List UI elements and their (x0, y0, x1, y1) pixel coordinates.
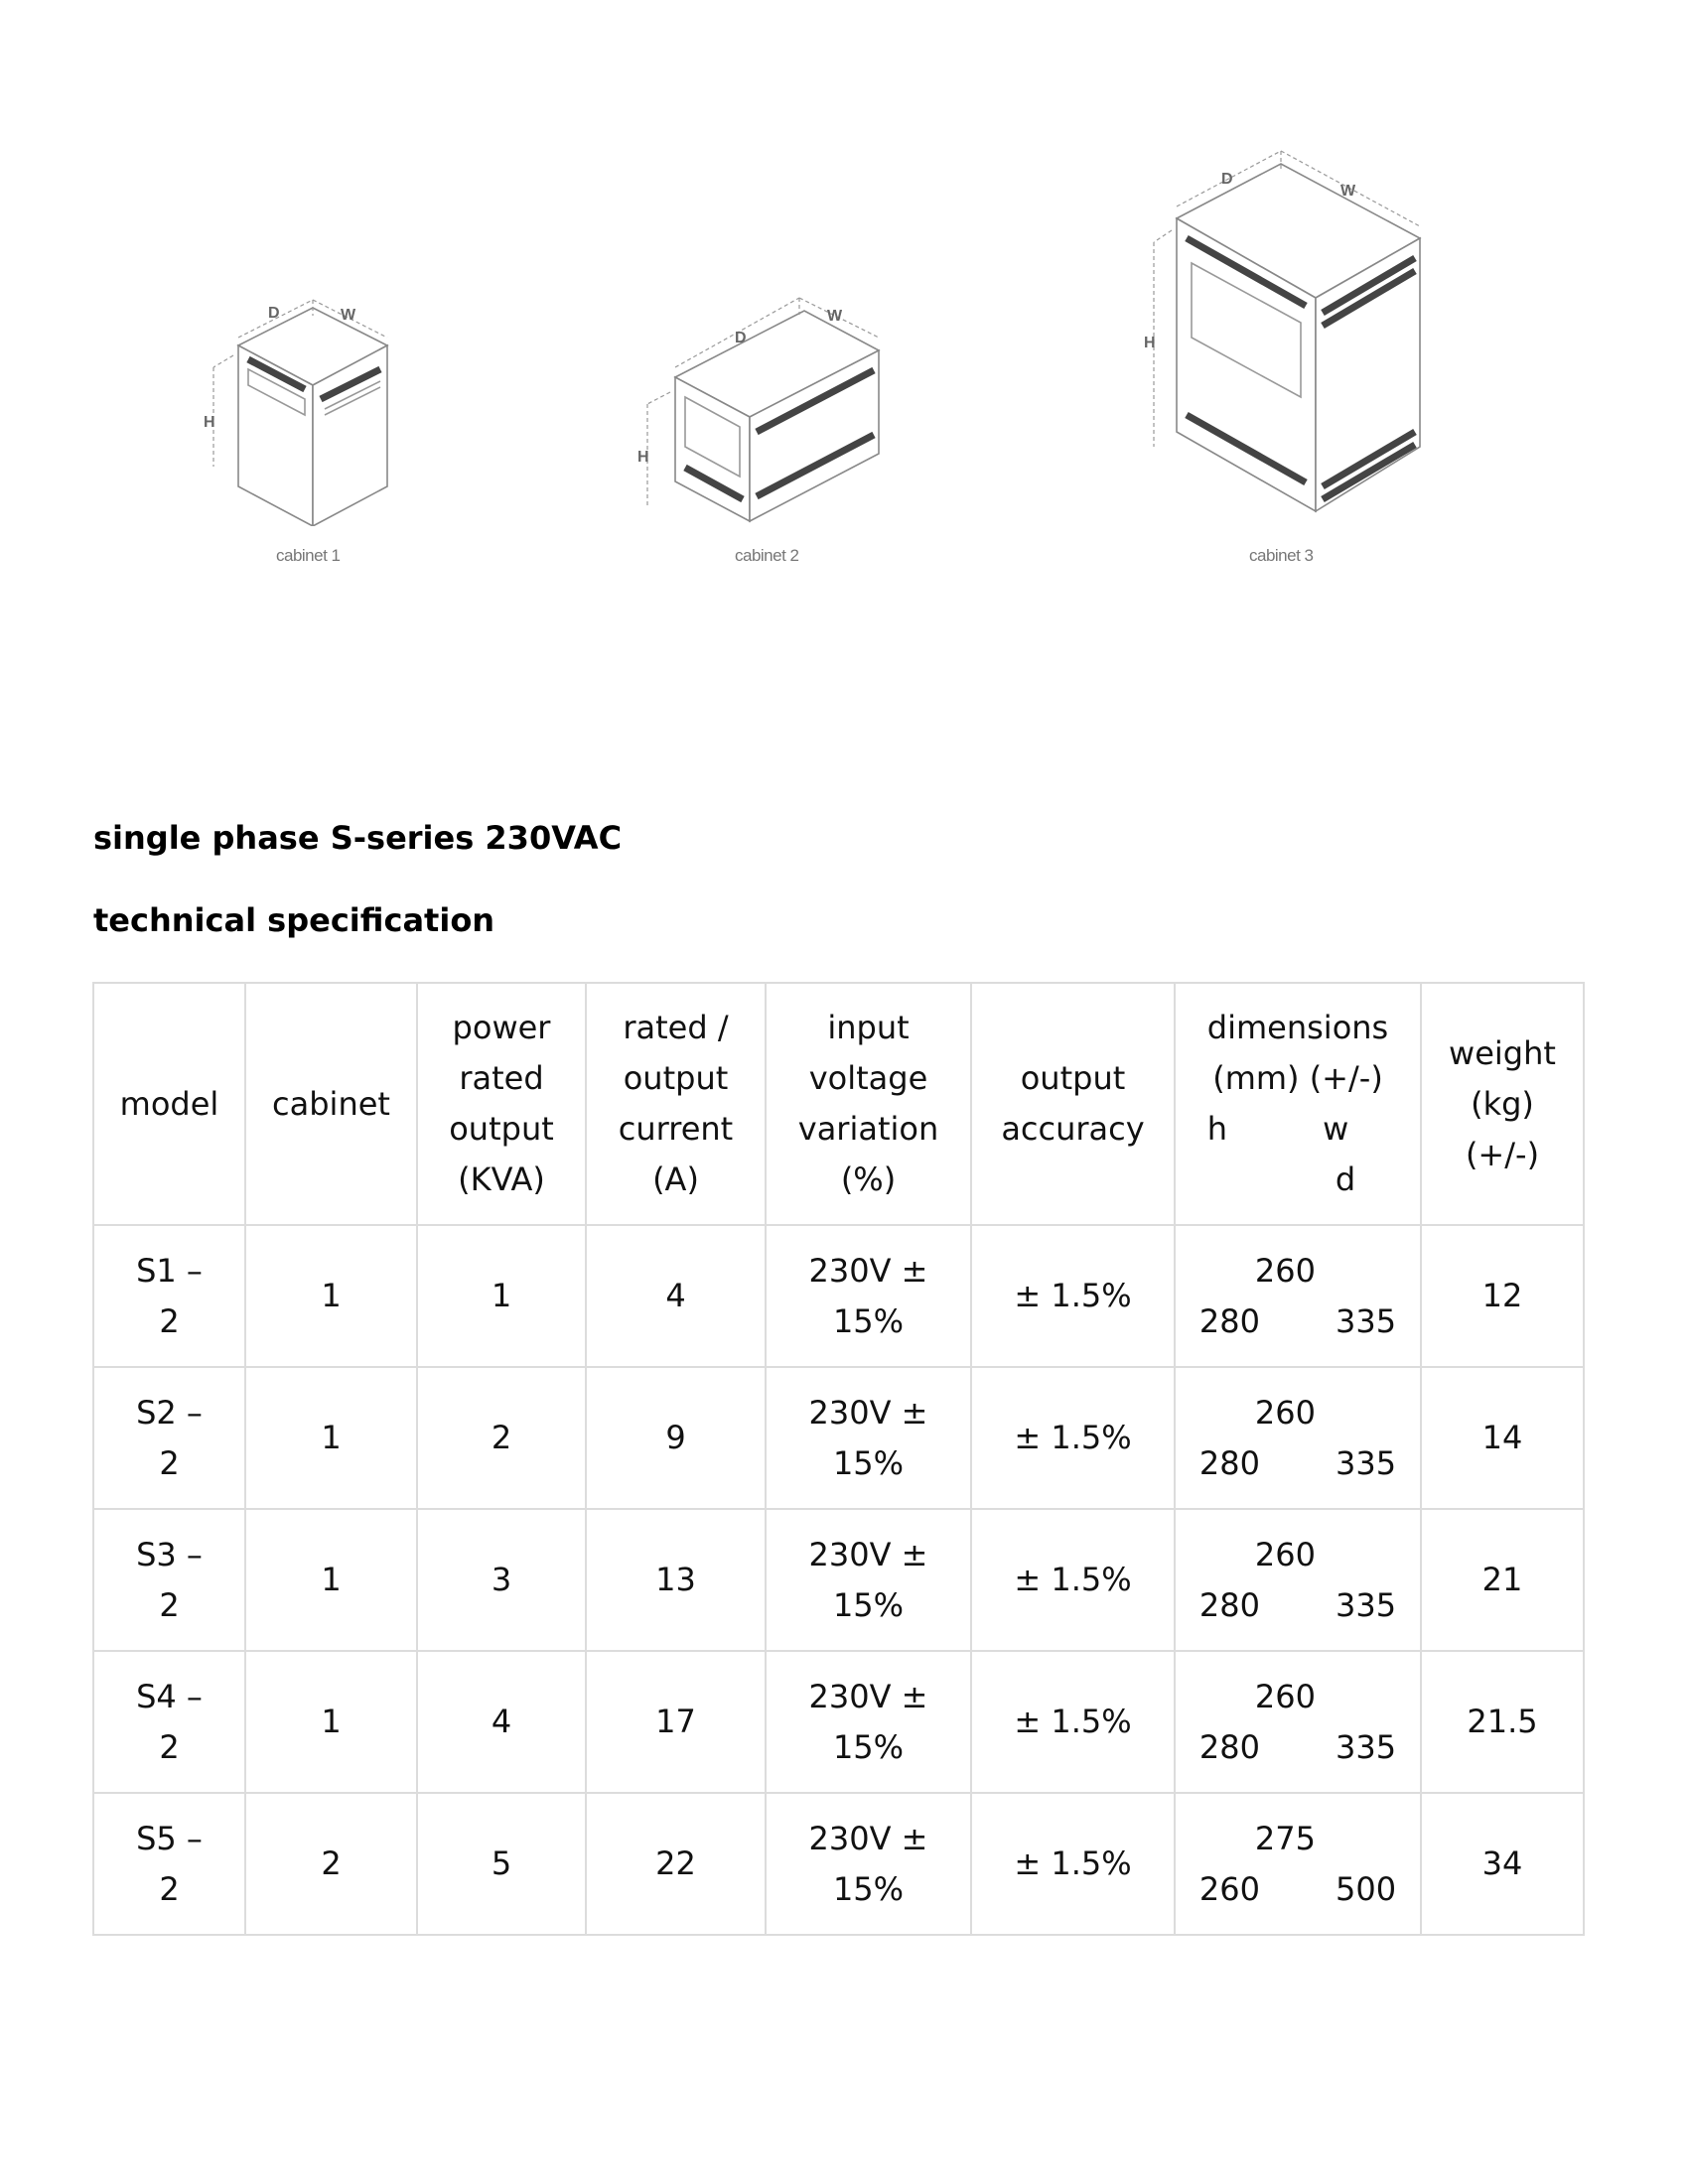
cell-input-voltage: 230V ± 15% (766, 1793, 971, 1935)
header-current-line: current (618, 1110, 734, 1148)
cell-weight: 34 (1421, 1793, 1584, 1935)
header-dimensions-line: (mm) (+/-) (1212, 1059, 1383, 1097)
cell-dimensions (1175, 1509, 1421, 1651)
cell-accuracy: ± 1.5% (971, 1793, 1175, 1935)
cell-weight: 12 (1421, 1225, 1584, 1367)
cell-cabinet: 1 (245, 1651, 417, 1793)
header-cabinet: cabinet (245, 983, 417, 1225)
header-current-line: output (623, 1059, 729, 1097)
header-input-voltage (766, 983, 971, 1225)
dim-d-value: 500 (1336, 1869, 1397, 1908)
header-accuracy (971, 983, 1175, 1225)
cabinet-3-label: cabinet 3 (1249, 546, 1314, 565)
header-dimensions (1175, 983, 1421, 1225)
page-title: single phase S-series 230VAC (93, 819, 623, 857)
header-current-line: rated / (623, 1009, 729, 1046)
cell-model: S5 – 2 (93, 1793, 245, 1935)
cell-power: 5 (417, 1793, 586, 1935)
cell-power: 3 (417, 1509, 586, 1651)
cell-weight: 14 (1421, 1367, 1584, 1509)
dim-h-value: 275 (1254, 1819, 1316, 1857)
table-row (93, 1651, 1584, 1793)
cell-input-voltage: 230V ± 15% (766, 1509, 971, 1651)
cell-current: 4 (586, 1225, 766, 1367)
cell-input-voltage: 230V ± 15% (766, 1225, 971, 1367)
cell-dimensions (1175, 1367, 1421, 1509)
header-dim-h: h (1206, 1110, 1228, 1148)
table-row (93, 1225, 1584, 1367)
header-dim-w: w (1323, 1110, 1349, 1148)
dim-h-value: 260 (1254, 1677, 1316, 1715)
dim-w-value: 280 (1198, 1585, 1260, 1624)
section-title: technical specification (93, 901, 495, 939)
header-input-line: variation (797, 1110, 939, 1148)
dim-d-label: D (268, 305, 280, 322)
cell-current: 17 (586, 1651, 766, 1793)
cell-accuracy: ± 1.5% (971, 1509, 1175, 1651)
dim-w-label: W (827, 308, 843, 325)
cell-input-voltage: 230V ± 15% (766, 1367, 971, 1509)
header-accuracy-line: accuracy (1001, 1110, 1145, 1148)
dim-w-value: 280 (1198, 1727, 1260, 1766)
header-model: model (93, 983, 245, 1225)
header-dim-d: d (1335, 1160, 1356, 1198)
cell-model: S1 – 2 (93, 1225, 245, 1367)
cell-cabinet: 1 (245, 1225, 417, 1367)
header-accuracy-line: output (1020, 1059, 1126, 1097)
cell-weight: 21.5 (1421, 1651, 1584, 1793)
table-header-row (93, 983, 1584, 1225)
cell-current: 13 (586, 1509, 766, 1651)
header-current (586, 983, 766, 1225)
cell-dimensions (1175, 1651, 1421, 1793)
header-weight-line: (+/-) (1465, 1135, 1540, 1173)
header-power-line: (KVA) (458, 1160, 545, 1198)
cabinet-1-label: cabinet 1 (276, 546, 341, 565)
cell-model: S4 – 2 (93, 1651, 245, 1793)
table-body (93, 1225, 1584, 1935)
cell-cabinet: 2 (245, 1793, 417, 1935)
dim-w-label: W (1340, 183, 1356, 200)
cell-model: S2 – 2 (93, 1367, 245, 1509)
cell-power: 1 (417, 1225, 586, 1367)
cell-accuracy: ± 1.5% (971, 1651, 1175, 1793)
dim-h-label: H (1144, 335, 1156, 351)
cell-current: 22 (586, 1793, 766, 1935)
cell-current: 9 (586, 1367, 766, 1509)
header-weight (1421, 983, 1584, 1225)
cell-accuracy: ± 1.5% (971, 1367, 1175, 1509)
dim-d-value: 335 (1336, 1443, 1397, 1482)
cabinet-3-figure (1142, 119, 1430, 565)
dim-h-label: H (637, 449, 649, 466)
cabinet-2-drawing (635, 273, 923, 526)
cell-dimensions (1175, 1793, 1421, 1935)
cabinet-1-drawing (194, 298, 432, 526)
spec-table (92, 982, 1585, 1936)
cell-model: S3 – 2 (93, 1509, 245, 1651)
table-row (93, 1367, 1584, 1509)
dim-d-value: 335 (1336, 1301, 1397, 1340)
dim-d-label: D (1221, 171, 1233, 188)
dim-h-value: 260 (1254, 1251, 1316, 1290)
dim-h-value: 260 (1254, 1535, 1316, 1573)
header-power-line: rated (459, 1059, 544, 1097)
cell-power: 2 (417, 1367, 586, 1509)
dim-w-value: 280 (1198, 1301, 1260, 1340)
cell-input-voltage: 230V ± 15% (766, 1651, 971, 1793)
dim-d-value: 335 (1336, 1727, 1397, 1766)
dim-w-label: W (341, 307, 356, 324)
dim-d-label: D (735, 330, 747, 346)
header-weight-line: (kg) (1471, 1084, 1534, 1123)
cabinet-3-drawing (1142, 119, 1430, 526)
cabinet-2-label: cabinet 2 (735, 546, 799, 565)
dim-w-value: 280 (1198, 1443, 1260, 1482)
header-dimensions-line: dimensions (1206, 1009, 1389, 1046)
table-row (93, 1509, 1584, 1651)
cell-weight: 21 (1421, 1509, 1584, 1651)
dim-h-value: 260 (1254, 1393, 1316, 1432)
dim-w-value: 260 (1198, 1869, 1260, 1908)
header-power-line: output (449, 1110, 554, 1148)
cell-power: 4 (417, 1651, 586, 1793)
dim-h-label: H (204, 414, 215, 431)
header-power (417, 983, 586, 1225)
cell-cabinet: 1 (245, 1509, 417, 1651)
header-input-line: voltage (808, 1059, 928, 1097)
cabinet-1-figure (194, 298, 432, 565)
table-row (93, 1793, 1584, 1935)
cell-dimensions (1175, 1225, 1421, 1367)
dim-d-value: 335 (1336, 1585, 1397, 1624)
cabinet-figures (0, 0, 1688, 635)
header-current-line: (A) (652, 1160, 699, 1198)
header-input-line: (%) (840, 1160, 897, 1198)
header-power-line: power (452, 1009, 551, 1046)
cell-accuracy: ± 1.5% (971, 1225, 1175, 1367)
header-input-line: input (827, 1009, 910, 1046)
cell-cabinet: 1 (245, 1367, 417, 1509)
header-weight-line: weight (1449, 1033, 1556, 1072)
cabinet-2-figure (635, 273, 923, 565)
